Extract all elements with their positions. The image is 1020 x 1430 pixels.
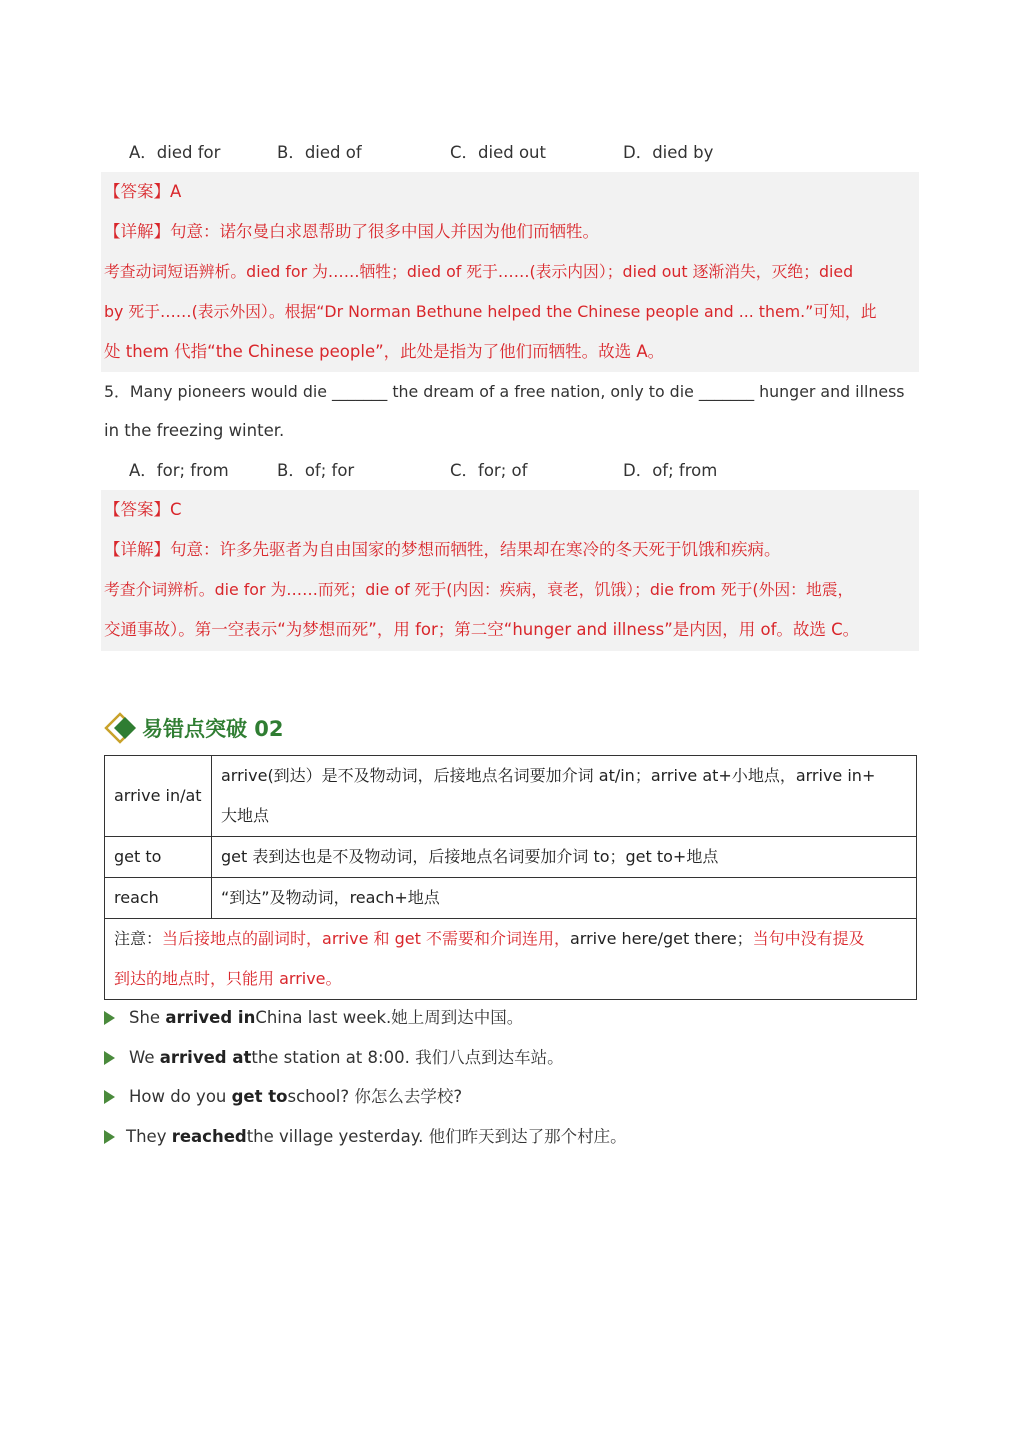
- q4-explain-line-2: 考查动词短语辨析。died for 为……牺牲；died of 死于……(表示内因）；died out 逐渐消失，灭绝；died: [104, 262, 854, 281]
- example-post: the village yesterday. 他们昨天到达了那个村庄。: [246, 1127, 627, 1146]
- q5-option-b: B．of; for: [277, 461, 355, 480]
- example-keyword: reached: [171, 1127, 247, 1146]
- q5-explain-line-2: 考查介词辨析。die for 为……而死；die of 死于(内因：疾病，衰老，饥饿）；die from 死于(外因：地震，: [104, 580, 854, 599]
- table-note-line-2: 到达的地点时，只能用 arrive。: [114, 969, 342, 988]
- section-header: [104, 712, 284, 744]
- q4-answer: [104, 182, 181, 202]
- q5-stem-line-1: 5．Many pioneers would die _______ the dream of a free nation, only to die _______ hunger and illness: [104, 382, 905, 401]
- triangle-bullet-icon: [104, 1090, 115, 1104]
- q5-stem-line-2: in the freezing winter.: [104, 421, 285, 440]
- comparison-table: [104, 755, 917, 1000]
- q5-answer: [104, 500, 182, 520]
- table-note-cell: [105, 919, 917, 1000]
- q4-explain-line-1: 【详解】句意：诺尔曼白求恩帮助了很多中国人并因为他们而牺牲。: [104, 222, 599, 241]
- table-term-cell: arrive in/at: [105, 756, 212, 837]
- example-post: China last week.她上周到达中国。: [255, 1008, 524, 1027]
- q5-explain-line-3: 交通事故）。第一空表示“为梦想而死”，用 for；第二空“hunger and illness”是内因，用 of。故选 C。: [104, 620, 860, 639]
- double-diamond-icon: [104, 712, 140, 744]
- triangle-bullet-icon: [104, 1130, 115, 1144]
- example-item: [104, 1127, 627, 1147]
- table-row: [105, 837, 917, 878]
- table-term-cell: get to: [105, 837, 212, 878]
- triangle-bullet-icon: [104, 1051, 115, 1065]
- example-keyword: arrived in: [165, 1008, 256, 1027]
- example-post: the station at 8:00. 我们八点到达车站。: [251, 1048, 564, 1067]
- table-desc-cell: [212, 756, 917, 837]
- table-row: [105, 878, 917, 919]
- table-note-row: [105, 919, 917, 1000]
- q5-option-a: A．for; from: [129, 461, 229, 480]
- example-keyword: arrived at: [159, 1048, 252, 1067]
- q5-option-c: C．for; of: [450, 461, 528, 480]
- q5-option-d: D．of; from: [623, 461, 718, 480]
- example-pre: She: [129, 1008, 161, 1027]
- table-desc-line: arrive(到达）是不及物动词，后接地点名词要加介词 at/in；arrive at+小地点，arrive in+: [221, 766, 876, 785]
- note-label: 注意：: [114, 929, 163, 948]
- note-black-text: arrive here/get there；: [570, 929, 753, 948]
- q4-answer-value: A: [170, 182, 182, 201]
- note-red-text-2: 当句中没有提及: [752, 929, 865, 948]
- example-keyword: get to: [231, 1087, 288, 1106]
- example-pre: They: [126, 1127, 167, 1146]
- table-term-cell: reach: [105, 878, 212, 919]
- table-note-line-1: [114, 919, 907, 959]
- q5-answer-value: C: [170, 500, 182, 519]
- table-desc-cell: get 表到达也是不及物动词，后接地点名词要加介词 to；get to+地点: [212, 837, 917, 878]
- table-row: [105, 756, 917, 837]
- triangle-bullet-icon: [104, 1011, 115, 1025]
- example-item: [104, 1087, 462, 1107]
- table-desc-line: 大地点: [221, 806, 270, 825]
- table-desc-cell: “到达”及物动词，reach+地点: [212, 878, 917, 919]
- section-title: 易错点突破 02: [142, 717, 284, 741]
- example-item: [104, 1008, 523, 1028]
- q4-answer-label: 【答案】: [104, 182, 170, 201]
- q4-explain-line-3: by 死于……(表示外因）。根据“Dr Norman Bethune helped the Chinese people and ... them.”可知，此: [104, 302, 877, 321]
- q5-explain-line-1: 【详解】句意：许多先驱者为自由国家的梦想而牺牲，结果却在寒冷的冬天死于饥饿和疾病。: [104, 540, 781, 559]
- note-red-text: 当后接地点的副词时，arrive 和 get 不需要和介词连用，: [162, 929, 570, 948]
- example-pre: We: [129, 1048, 155, 1067]
- example-post: school? 你怎么去学校?: [287, 1087, 463, 1106]
- example-pre: How do you: [129, 1087, 227, 1106]
- q4-option-a: A．died for: [129, 143, 221, 162]
- q5-answer-label: 【答案】: [104, 500, 170, 519]
- q4-option-b: B．died of: [277, 143, 362, 162]
- example-item: [104, 1048, 564, 1068]
- q4-option-c: C．died out: [450, 143, 546, 162]
- q4-option-d: D．died by: [623, 143, 714, 162]
- q4-explain-line-4: 处 them 代指“the Chinese people”，此处是指为了他们而牺牲。故选 A。: [104, 342, 665, 361]
